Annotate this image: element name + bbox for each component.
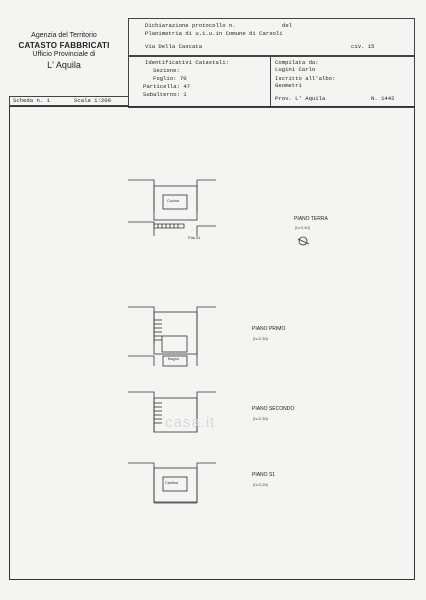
particella-field: Particella: 47 [143,83,190,90]
civico-label: civ. 15 [351,43,375,50]
albo-value: Geometri [275,82,302,89]
floor-label-primo: PIANO PRIMO [252,326,286,332]
plan-piano-terra [128,180,309,245]
planimetria-label: Planimetria di u.i.u.in Comune di Carsoli [145,30,283,37]
address-label: Via Della Cascata [145,43,203,50]
albo-number: N. 1442 [371,95,395,102]
del-label: del [282,22,293,29]
floor-height-terra: (h=2,40) [295,225,311,230]
sezione-field: Sezione: [153,67,180,74]
parcel-label: P.lla 51 [188,236,201,240]
floor-label-s1: PIANO S1 [252,472,276,478]
floor-height-s1: (h=2,20) [253,482,269,487]
dichiarazione-label: Dichiarazione protocollo n. [145,22,236,29]
scale-label: Scala 1:200 [74,97,111,104]
identificativi-title: Identificativi Catastali: [145,59,229,66]
ufficio-label: Ufficio Provinciale di [32,51,96,58]
agency-name: Agenzia del Territorio [31,32,97,39]
foglio-field: Foglio: 70 [153,75,187,82]
floor-label-terra: PIANO TERRA [294,216,328,222]
subalterno-field: Subalterno: 1 [143,91,187,98]
floor-label-secondo: PIANO SECONDO [252,406,295,412]
compiler-name: Lugini Carlo [275,66,316,73]
floor-height-primo: (h=2,30) [253,336,269,341]
iscritto-label: Iscritto all'albo: [275,75,336,82]
city-name: L' Aquila [47,60,81,70]
watermark-logo: casa.it [165,414,216,431]
room-label-cantina: Cantina [165,481,179,485]
floor-height-secondo: (h=2,30) [253,416,269,421]
room-label-bagno: Bagno [168,357,179,361]
room-label-cucina: Cucina [167,199,179,203]
scheda-number: Scheda n. 1 [13,97,50,104]
compilata-label: Compilata da: [275,59,319,66]
provincia-value: Prov. L' Aquila [275,95,326,102]
catasto-title: CATASTO FABBRICATI [18,41,110,50]
